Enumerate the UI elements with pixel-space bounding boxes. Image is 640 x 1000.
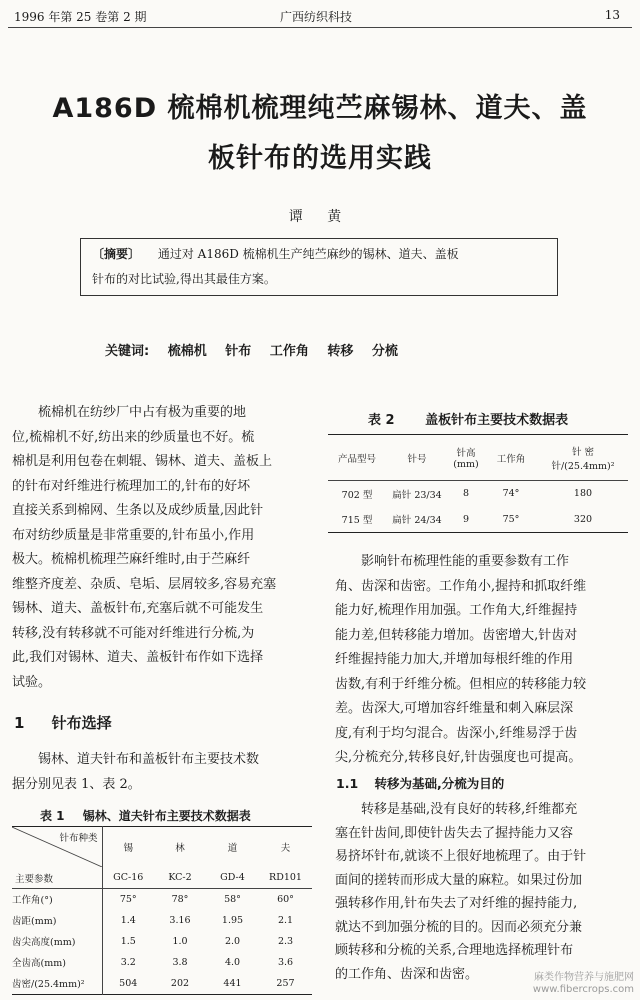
- table1: [12, 826, 312, 995]
- cell: 75°: [119, 893, 137, 905]
- cell: 1.95: [221, 914, 244, 926]
- table-row: [12, 910, 312, 931]
- keyword: 梳棉机: [167, 344, 207, 359]
- table1-corner-cell: [12, 827, 102, 889]
- table2-caption-text: 盖板针布主要技术数据表: [425, 413, 569, 428]
- watermark-line-2: www.fibercrops.com: [532, 984, 634, 995]
- cell: 扁针 23/34: [392, 489, 442, 501]
- table1-group-header: 夫: [280, 842, 291, 854]
- row-label: 齿尖高度(mm): [12, 931, 102, 952]
- cell: 257: [276, 977, 295, 989]
- watermark-line-1: 麻类作物营养与施肥网: [534, 972, 634, 983]
- text-line: 维整齐度差、杂质、皂垢、层屑较多,容易充塞: [12, 576, 277, 592]
- keywords: [105, 340, 412, 359]
- cell: 3.16: [169, 914, 191, 926]
- table-row: [328, 507, 628, 533]
- intro-paragraph: [12, 401, 309, 695]
- table2: [328, 434, 628, 533]
- table1-caption-text: 锡林、道夫针布主要技术数据表: [82, 809, 251, 823]
- cell: 75°: [502, 513, 520, 525]
- text-line: 锡林、道夫针布和盖板针布主要技术数: [38, 752, 260, 767]
- text-line: 角、齿深和齿密。工作角小,握持和抓取纤维: [335, 578, 587, 594]
- author: 谭 黄: [288, 209, 352, 225]
- title-line-1: A186D 梳棉机梳理纯苎麻锡林、道夫、盖: [52, 93, 588, 124]
- header-rule: [8, 27, 632, 28]
- cell: 9: [462, 513, 470, 525]
- cell: 1.0: [172, 935, 188, 947]
- table2-header: 针高 (mm): [453, 448, 479, 470]
- text-line: 锡林、道夫、盖板针布,充塞后就不可能发生: [12, 601, 264, 616]
- text-line: 影响针布梳理性能的重要参数有工作: [361, 554, 570, 569]
- table2-header: 针 密 针/(25.4mm)²: [551, 446, 615, 472]
- table2-caption-label: 表 2: [368, 413, 395, 428]
- row-label: 工作角(°): [12, 889, 102, 910]
- text-line: 就达不到加强分梳的目的。因而必须充分兼: [335, 919, 583, 935]
- row-label: 齿密/(25.4mm)²: [12, 973, 102, 995]
- text-line: 塞在针齿间,即使针齿失去了握持能力又容: [335, 825, 574, 841]
- cell: 702 型: [341, 489, 373, 501]
- abstract-label: 〔摘要〕: [92, 247, 141, 261]
- section1-paragraph: [12, 748, 309, 797]
- text-line: 度,有利于均匀混合。齿深小,纤维易浮于齿: [335, 725, 578, 741]
- text-line: 顾转移和分梳的关系,合理地选择梳理针布: [335, 943, 574, 958]
- table2-header: 产品型号: [337, 453, 376, 465]
- table2-header: 工作角: [496, 453, 526, 465]
- watermark: [533, 972, 634, 996]
- header-page-number: 13: [604, 8, 620, 22]
- text-line: 纤维握持能力加大,并增加每根纤维的作用: [335, 652, 574, 667]
- table1-group-header: 林: [175, 842, 185, 854]
- keyword: 针布: [225, 344, 252, 359]
- cell: 715 型: [341, 515, 373, 527]
- keywords-label: 关键词:: [105, 344, 150, 359]
- abstract-text-2: 针布的对比试验,得出其最佳方案。: [92, 272, 276, 286]
- cell: 2.1: [277, 914, 294, 926]
- keyword: 转移: [327, 344, 354, 359]
- cell: 202: [170, 977, 190, 989]
- text-line: 强转移作用,针布失去了对纤维的握持能力,: [335, 896, 578, 911]
- subsection-heading: [336, 774, 504, 792]
- section-heading: [14, 712, 112, 733]
- table-row: [12, 973, 312, 995]
- text-line: 易挤坏针布,就谈不上很好地梳理了。由于针: [335, 849, 587, 864]
- cell: 58°: [224, 893, 241, 905]
- text-line: 转移是基础,没有良好的转移,纤维都充: [361, 802, 578, 817]
- text-line: 差。齿深大,可增加容纤维量和刺入麻层深: [335, 701, 574, 716]
- text-line: 尖,分梳充分,转移良好,针齿强度也可提高。: [335, 750, 582, 765]
- cell: 441: [223, 977, 242, 989]
- keyword: 分梳: [371, 344, 398, 359]
- table-row: [12, 952, 312, 973]
- text-line: 面间的搓转而形成大量的麻粒。如果过份加: [335, 872, 583, 888]
- table1-model: GC-16: [113, 871, 144, 883]
- subsection-paragraph: [335, 798, 627, 986]
- row-label: 齿距(mm): [12, 910, 102, 931]
- keyword: 工作角: [269, 344, 309, 359]
- text-line: 能力好,梳理作用加强。工作角大,纤维握持: [335, 603, 578, 618]
- subsection-title: 转移为基础,分梳为目的: [374, 776, 505, 791]
- cell: 2.0: [224, 935, 241, 947]
- cell: 8: [462, 488, 470, 500]
- table-row: [12, 889, 312, 910]
- text-line: 此,我们对锡林、道夫、盖板针布作如下选择: [12, 650, 264, 665]
- text-line: 的工作角、齿深和齿密。: [335, 966, 479, 982]
- text-line: 直接关系到棉网、生条以及成纱质量,因此针: [12, 503, 264, 518]
- table2-caption: [368, 409, 568, 428]
- cell: 504: [119, 977, 138, 989]
- table1-corner-bottom: 主要参数: [15, 874, 54, 885]
- table1-corner-top: 针布种类: [59, 833, 98, 844]
- table1-caption-label: 表 1: [40, 809, 65, 823]
- text-line: 据分别见表 1、表 2。: [12, 776, 141, 792]
- text-line: 布对纺纱质量是非常重要的,针布虽小,作用: [12, 527, 255, 543]
- cell: 扁针 24/34: [392, 515, 442, 527]
- table1-group-header: 道: [227, 842, 238, 854]
- row-label: 全齿高(mm): [12, 952, 102, 973]
- cell: 2.3: [277, 935, 294, 947]
- header-issue: 1996 年第 25 卷第 2 期: [14, 10, 147, 24]
- text-line: 极大。梳棉机梳理苎麻纤维时,由于苎麻纤: [12, 552, 251, 567]
- text-line: 能力差,但转移能力增加。齿密增大,针齿对: [335, 627, 578, 643]
- section-title: 针布选择: [51, 714, 112, 732]
- text-line: 位,梳棉机不好,纺出来的纱质量也不好。梳: [12, 429, 255, 445]
- section-number: 1: [14, 714, 25, 732]
- table2-header: 针号: [407, 453, 427, 465]
- table1-model: KC-2: [168, 871, 192, 883]
- cell: 60°: [277, 893, 294, 905]
- subsection-number: 1.1: [336, 776, 359, 791]
- table1-model: GD-4: [220, 871, 245, 883]
- cell: 3.8: [172, 956, 188, 968]
- text-line: 齿数,有利于纤维分梳。但相应的转移能力较: [335, 676, 587, 692]
- cell: 3.2: [120, 956, 136, 968]
- table1-caption: [40, 807, 251, 824]
- cell: 1.4: [120, 914, 136, 926]
- abstract-text-1: 通过对 A186D 梳棉机生产纯苎麻纱的锡林、道夫、盖板: [157, 247, 459, 261]
- cell: 4.0: [224, 956, 241, 968]
- header-journal: 广西纺织科技: [280, 10, 353, 24]
- text-line: 试验。: [12, 674, 52, 690]
- cell: 180: [573, 488, 593, 500]
- title-line-2: 板针布的选用实践: [208, 143, 432, 174]
- table1-model: RD101: [269, 871, 302, 883]
- table-row: [328, 481, 628, 507]
- cell: 320: [573, 513, 593, 525]
- text-line: 棉机是利用包卷在刺辊、锡林、道夫、盖板上: [12, 454, 273, 469]
- table-row: [12, 931, 312, 952]
- cell: 74°: [502, 488, 520, 500]
- abstract-line-1: [92, 243, 548, 265]
- text-line: 转移,没有转移就不可能对纤维进行分梳,为: [12, 625, 255, 641]
- text-line: 的针布对纤维进行梳理加工的,针布的好坏: [12, 478, 251, 494]
- text-line: 梳棉机在纺纱厂中占有极为重要的地: [38, 405, 247, 420]
- right-paragraph: [335, 550, 627, 771]
- cell: 78°: [171, 893, 189, 905]
- cell: 1.5: [120, 935, 136, 947]
- table1-group-header: 锡: [123, 842, 133, 854]
- cell: 3.6: [277, 956, 294, 968]
